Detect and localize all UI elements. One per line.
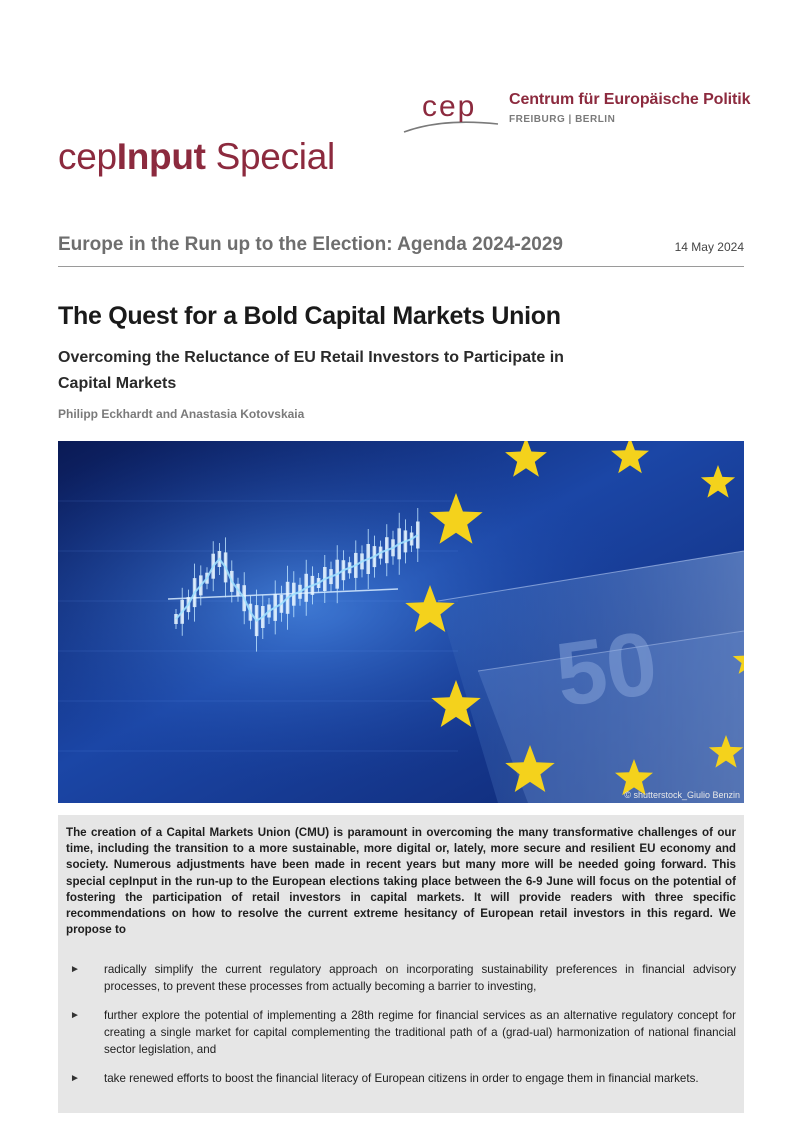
hero-image bbox=[58, 441, 744, 803]
cep-logo-mark bbox=[402, 88, 502, 138]
authors: Philipp Eckhardt and Anastasia Kotovskaia bbox=[58, 407, 305, 421]
logo-subtitle: FREIBURG | BERLIN bbox=[509, 114, 616, 125]
image-credit: © shutterstock_Giulio Benzin bbox=[624, 790, 740, 800]
series-prefix: cep bbox=[58, 136, 117, 177]
logo-name: Centrum für Europäische Politik bbox=[509, 91, 751, 108]
bullet-arrow-icon: ► bbox=[70, 964, 80, 975]
page-subtitle: Overcoming the Reluctance of EU Retail Investors to Participate in Capital Markets bbox=[58, 349, 564, 392]
subheader-title: Europe in the Run up to the Election: Agenda 2024-2029 bbox=[58, 234, 563, 255]
summary-box bbox=[58, 815, 744, 1113]
list-item bbox=[66, 1007, 736, 1058]
bullet-arrow-icon: ► bbox=[70, 1010, 80, 1021]
list-item-text: further explore the potential of implementing a 28th regime for financial services as an alternative regulatory concept for creating a single market for capital complementing the traditional path of a (grad-ual) harmonization of national financial sector legislation, and bbox=[104, 1009, 736, 1056]
cep-logo-letters: cep bbox=[422, 90, 477, 123]
summary-intro: The creation of a Capital Markets Union (CMU) is paramount in overcoming the many transformative challenges of our time, including the transition to a more sustainable, more digital or, lately, more secure and resilient EU economy and society. Numerous adjustments have been made in recent years but many more will be needed going forward. This special cepInput in the run-up to the European elections taking place between the 6-9 June will focus on the potential of fostering the participation of retail investors in capital markets. It will provide readers with three specific recommendations on how to resolve the current extreme hesitancy of European retail investors in this regard. We propose to bbox=[66, 826, 736, 937]
bullet-arrow-icon: ► bbox=[70, 1073, 80, 1084]
list-item bbox=[66, 961, 736, 995]
banknote-number: 50 bbox=[550, 613, 664, 727]
subheader bbox=[58, 234, 744, 264]
publication-date: 14 May 2024 bbox=[674, 240, 744, 254]
cep-logo bbox=[402, 88, 762, 138]
list-item bbox=[66, 1070, 736, 1087]
series-bold: Input bbox=[116, 136, 206, 177]
page-title: The Quest for a Bold Capital Markets Union bbox=[58, 302, 561, 330]
series-suffix: Special bbox=[205, 136, 335, 177]
list-item-text: radically simplify the current regulatory approach on incorporating sustainability preferences in financial advisory processes, to prevent these processes from actually becoming a barrier to investing, bbox=[104, 963, 736, 993]
recommendation-list bbox=[66, 961, 736, 1099]
series-title bbox=[58, 136, 335, 178]
subheader-divider bbox=[58, 266, 744, 267]
hero-illustration bbox=[58, 441, 744, 803]
list-item-text: take renewed efforts to boost the financial literacy of European citizens in order to engage them in financial markets. bbox=[104, 1072, 699, 1085]
